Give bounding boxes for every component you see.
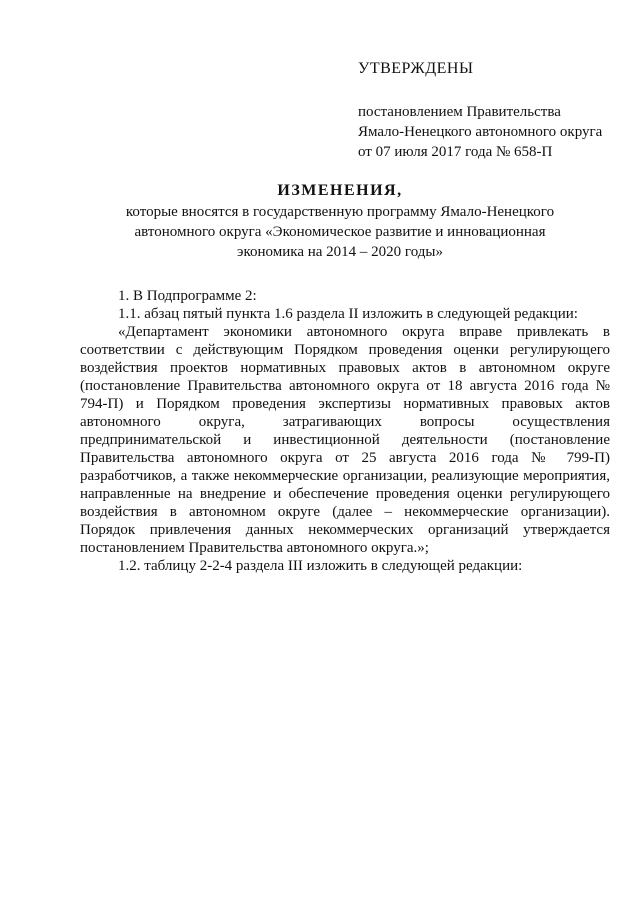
approval-line-3: от 07 июля 2017 года № 658-П [358, 144, 553, 160]
approval-block [358, 60, 628, 162]
approval-title: УТВЕРЖДЕНЫ [358, 60, 474, 77]
paragraph-item-1-2: 1.2. таблицу 2-2-4 раздела III изложить в следующей редакции: [118, 558, 523, 574]
paragraph-quoted-text: «Департамент экономики автономного округа вправе привлекать в соответствии с действующим Порядком проведения оценки регулирующего воздействия проектов нормативных правовых актов в автономном округе (постановление Правительства автономного округа от 18 августа 2016 года № 794-П) и Порядком проведения экспертизы нормативных правовых актов автономного округа, затрагивающих вопросы осуществления предпринимательской и инвестиционной деятельности (постановление Правительства автономного округа от 25 августа 2016 года № 799-П) разработчиков, а также некоммерческие организации, реализующие мероприятия, направленные на внедрение и обеспечение проведения оценки регулирующего воздействия в автономном округе (далее – некоммерческие организации). Порядок привлечения данных некоммерческих организаций утверждается постановлением Правительства автономного округа.»; [80, 324, 610, 556]
paragraph-item-1-1: 1.1. абзац пятый пункта 1.6 раздела II изложить в следующей редакции: [118, 306, 578, 322]
heading-line-1: которые вносятся в государственную программу Ямало-Ненецкого [125, 204, 555, 220]
approval-line-1: постановлением Правительства [358, 104, 561, 120]
heading-title: ИЗМЕНЕНИЯ, [277, 182, 403, 199]
heading-line-2: автономного округа «Экономическое развитие и инновационная [134, 224, 546, 240]
document-heading [40, 180, 640, 262]
approval-line-2: Ямало-Ненецкого автономного округа [358, 124, 603, 140]
document-body [80, 287, 610, 575]
paragraph-subprogram: 1. В Подпрограмме 2: [118, 288, 257, 304]
heading-line-3: экономика на 2014 – 2020 годы» [237, 244, 443, 260]
